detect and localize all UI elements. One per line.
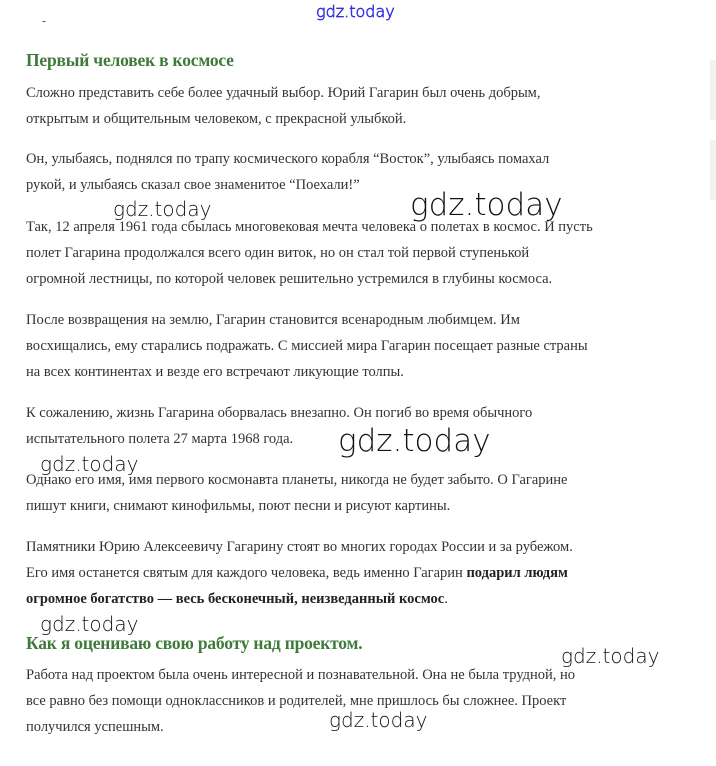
text-line: После возвращения на землю, Гагарин становится всенародным любимцем. Им [26,312,520,328]
text-line: огромной лестницы, по которой человек решительно устремился в глубины космоса. [26,271,553,287]
text-line: Памятники Юрию Алексеевичу Гагарину стоят во многих городах России и за рубежом. [26,539,573,555]
text-line: все равно без помощи одноклассников и родителей, мне пришлось бы сложнее. Проект [26,693,567,709]
text-line: Работа над проектом была очень интересной и познавательной. Она не была трудной, но [26,667,576,683]
watermark: gdz.today [561,644,660,668]
text-line: пишут книги, снимают кинофильмы, поют песни и рисуют картины. [26,498,451,514]
text-line: рукой, и улыбаясь сказал свое знаменитое “Поехали!” [26,177,360,193]
bold-text: подарил людям [466,565,568,581]
watermark: gdz.today [338,423,491,459]
text-line: получился успешным. [26,719,164,735]
text-line: открытым и общительным человеком, с прекрасной улыбкой. [26,111,407,127]
heading-first-man-in-space: Первый человек в космосе [26,50,234,70]
watermark: gdz.today [113,197,212,221]
bold-text: огромное богатство — весь бесконечный, неизведанный космос [26,591,445,607]
watermark: gdz.today [329,708,428,732]
watermark: gdz.today [410,187,563,223]
text-line: Так, 12 апреля 1961 года сбылась многовековая мечта человека о полетах в космос. И пусть [26,219,593,235]
dash-mark: - [42,14,47,28]
heading-self-assessment: Как я оцениваю свою работу над проектом. [26,633,363,653]
text-segment: . [444,591,448,607]
text-line: восхищались, ему старались подражать. С миссией мира Гагарин посещает разные страны [26,338,588,354]
text-line: испытательного полета 27 марта 1968 года. [26,431,294,447]
text-line [26,565,568,582]
text-line: Он, улыбаясь, поднялся по трапу космического корабля “Восток”, улыбаясь помахал [26,151,550,167]
watermark: gdz.today [40,612,139,636]
text-segment: Его имя останется святым для каждого человека, ведь именно Гагарин [26,565,467,581]
text-line: Однако его имя, имя первого космонавта планеты, никогда не будет забыто. О Гагарине [26,472,568,488]
text-line: К сожалению, жизнь Гагарина оборвалась внезапно. Он погиб во время обычного [26,405,533,421]
watermark: gdz.today [316,2,395,21]
side-decoration [710,140,716,200]
text-line [26,591,448,608]
side-decoration [710,60,716,120]
watermark: gdz.today [40,452,139,476]
text-line: Сложно представить себе более удачный выбор. Юрий Гагарин был очень добрым, [26,85,541,101]
text-line: на всех континентах и везде его встречают ликующие толпы. [26,364,404,380]
text-line: полет Гагарина продолжался всего один виток, но он стал той первой ступенькой [26,245,530,261]
